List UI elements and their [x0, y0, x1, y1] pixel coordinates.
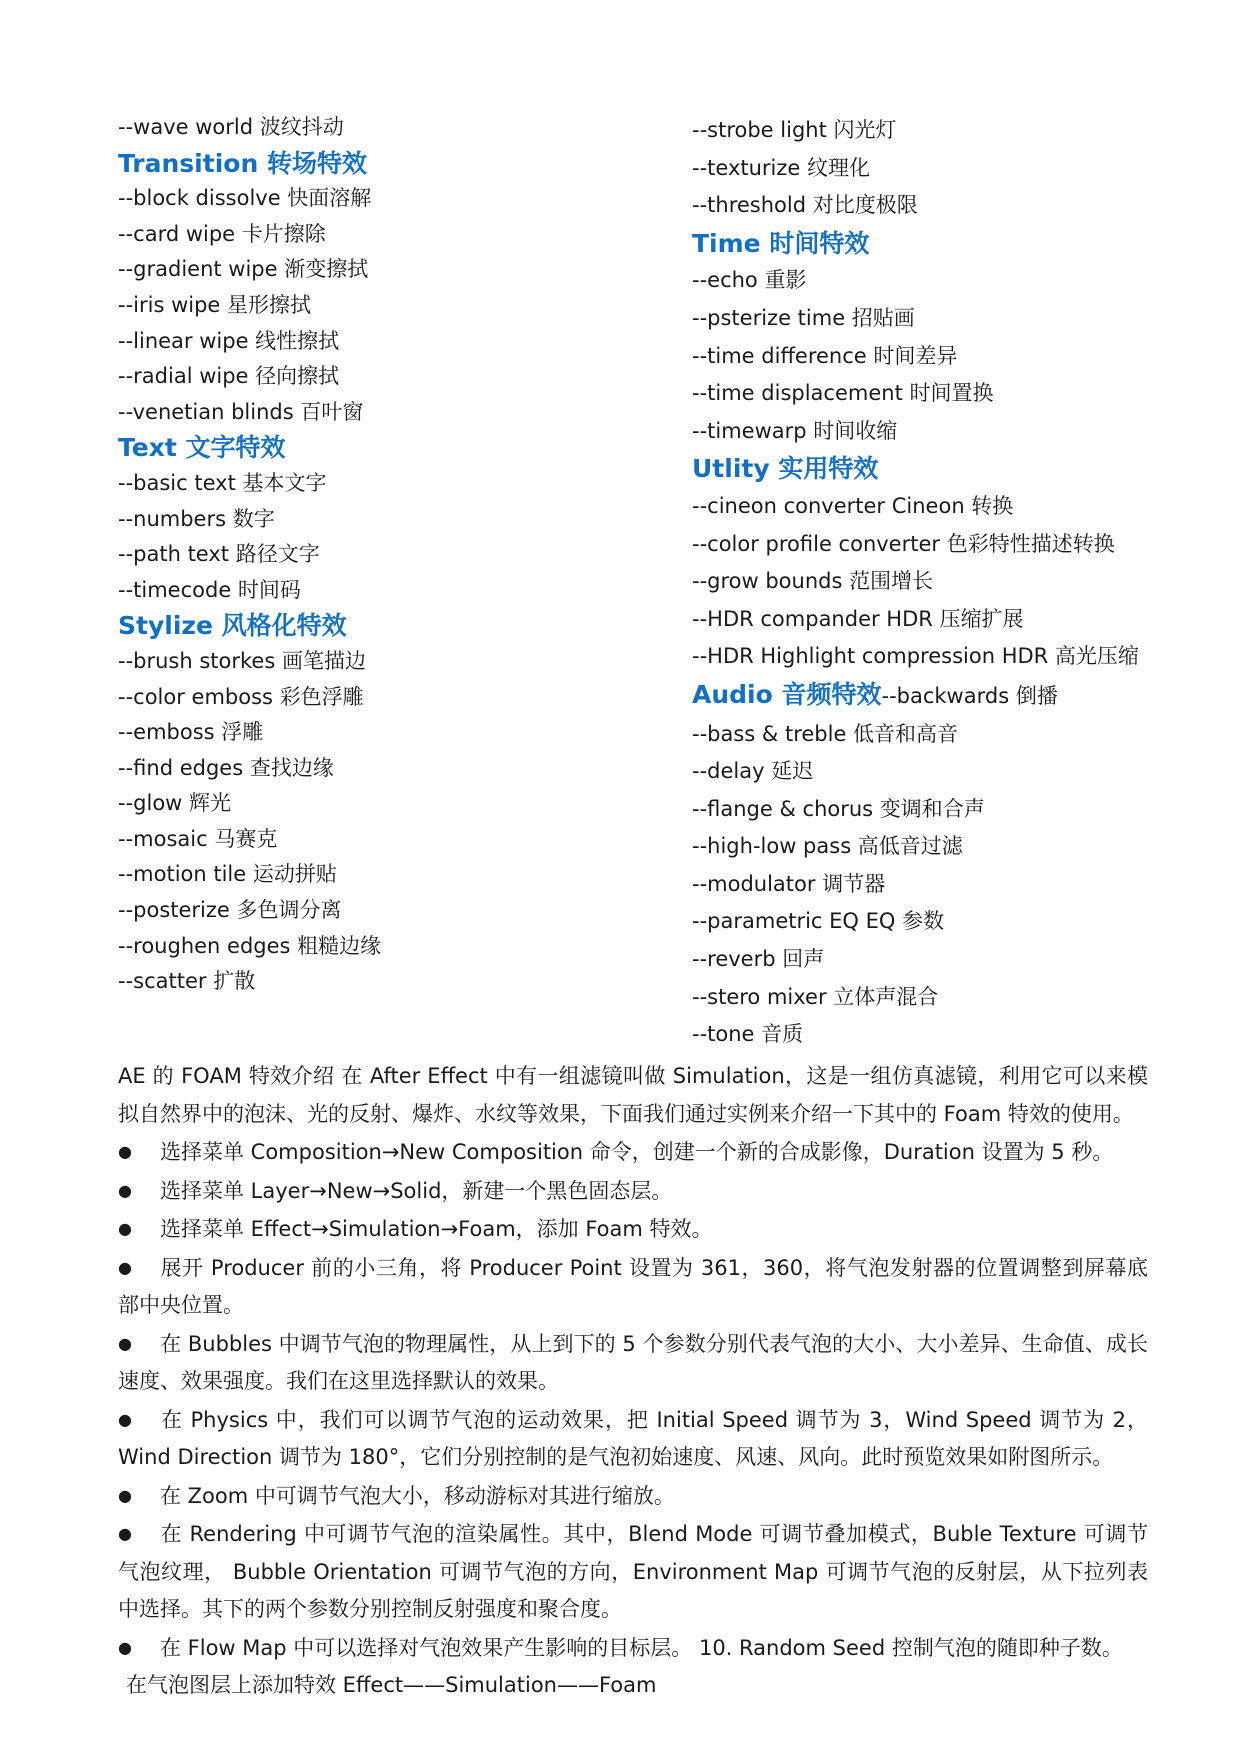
left-effect-item: --card wipe 卡片擦除 [118, 221, 326, 246]
left-effect-item: --numbers 数字 [118, 506, 275, 531]
right-effect-item: --grow bounds 范围增长 [692, 569, 934, 594]
right-effect-item: --tone 音质 [692, 1022, 804, 1047]
left-effect-item: --posterize 多色调分离 [118, 898, 342, 923]
bullet-icon: ● [118, 1257, 132, 1277]
step-text: 在 Physics 中，我们可以调节气泡的运动效果，把 Initial Speed 调节为 3，Wind Speed 调节为 2，Wind Direction 调节为 180°，它们分别控制的是气泡初始速度、风速、风向。此时预览效果如附图所示。 [118, 1407, 1148, 1469]
foam-introduction [118, 1058, 1148, 1705]
step-item [118, 1172, 1148, 1211]
step-item [118, 1477, 1148, 1516]
right-section-heading: Utlity 实用特效 [692, 454, 879, 484]
left-effect-item: --find edges 查找边缘 [118, 755, 334, 780]
left-effect-item: --timecode 时间码 [118, 577, 301, 602]
effect-item: --backwards 倒播 [881, 683, 1058, 708]
step-item [118, 1401, 1148, 1477]
left-effect-item: --brush storkes 画笔描边 [118, 648, 366, 673]
left-effect-item: --basic text 基本文字 [118, 470, 327, 495]
step-text: 选择菜单 Effect→Simulation→Foam，添加 Foam 特效。 [160, 1217, 713, 1241]
step-text: 展开 Producer 前的小三角，将 Producer Point 设置为 361，360，将气泡发射器的位置调整到屏幕底部中央位置。 [118, 1255, 1148, 1317]
bullet-icon: ● [118, 1333, 132, 1353]
left-effect-item: --color emboss 彩色浮雕 [118, 684, 364, 709]
bullet-icon: ● [118, 1485, 132, 1505]
right-effect-item: --threshold 对比度极限 [692, 193, 918, 218]
step-item [118, 1629, 1148, 1668]
closing-line: 在气泡图层上添加特效 Effect——Simulation——Foam [126, 1673, 657, 1697]
left-effect-item: --emboss 浮雕 [118, 720, 264, 745]
bullet-icon: ● [118, 1219, 132, 1238]
section-heading: Audio 音频特效 [692, 679, 882, 709]
left-effect-item: --wave world 波纹抖动 [118, 115, 344, 139]
right-effect-item: --time difference 时间差异 [692, 343, 958, 368]
left-effect-item: --roughen edges 粗糙边缘 [118, 933, 382, 958]
right-effect-item: --timewarp 时间收缩 [692, 418, 898, 443]
right-effect-item: --texturize 纹理化 [692, 155, 870, 180]
left-effect-item: --block dissolve 快面溶解 [118, 186, 372, 211]
step-text: 在 Bubbles 中调节气泡的物理属性，从上到下的 5 个参数分别代表气泡的大小、大小差异、生命值、成长速度、效果强度。我们在这里选择默认的效果。 [118, 1331, 1148, 1393]
step-text: 在 Zoom 中可调节气泡大小，移动游标对其进行缩放。 [160, 1483, 675, 1508]
left-column [118, 110, 678, 1000]
left-effect-item: --iris wipe 星形擦拭 [118, 292, 312, 317]
right-effect-item: --high-low pass 高低音过滤 [692, 834, 963, 859]
right-effect-item: --HDR compander HDR 压缩扩展 [692, 606, 1024, 631]
right-effect-item: --stero mixer 立体声混合 [692, 984, 939, 1009]
bullet-icon: ● [118, 1142, 132, 1161]
left-effect-item: --gradient wipe 渐变擦拭 [118, 257, 369, 282]
right-effect-item: --parametric EQ EQ 参数 [692, 909, 945, 934]
right-effect-item: --HDR Highlight compression HDR 高光压缩 [692, 644, 1139, 669]
right-effect-item: --bass & treble 低音和高音 [692, 721, 959, 746]
step-item [118, 1515, 1148, 1629]
left-effect-item: --motion tile 运动拼贴 [118, 862, 337, 887]
left-effect-item: --radial wipe 径向擦拭 [118, 364, 340, 389]
right-effect-item: --strobe light 闪光灯 [692, 118, 897, 142]
right-effect-item: --delay 延迟 [692, 759, 814, 784]
left-effect-item: --glow 辉光 [118, 791, 232, 816]
right-effect-item: --modulator 调节器 [692, 871, 886, 896]
left-effect-item: --scatter 扩散 [118, 969, 256, 994]
step-item [118, 1133, 1148, 1172]
bullet-icon: ● [118, 1524, 132, 1543]
bullet-icon: ● [118, 1637, 132, 1657]
right-column [692, 112, 1232, 1054]
right-effect-item: --echo 重影 [692, 268, 807, 293]
left-section-heading: Stylize 风格化特效 [118, 611, 347, 641]
bullet-icon: ● [118, 1409, 132, 1429]
right-effect-item: --time displacement 时间置换 [692, 381, 994, 406]
right-effect-item: --psterize time 招贴画 [692, 305, 915, 330]
bullet-icon: ● [118, 1180, 132, 1200]
step-text: 在 Rendering 中可调节气泡的渲染属性。其中，Blend Mode 可调节叠加模式，Buble Texture 可调节气泡纹理， Bubble Orientation 可调节气泡的方向，Environment Map 可调节气泡的反射层，从下拉列表中选择。其下的两个参数分别控制反射强度和聚合度。 [118, 1522, 1148, 1621]
intro-paragraph: AE 的 FOAM 特效介绍 在 After Effect 中有一组滤镜叫做 Simulation，这是一组仿真滤镜，利用它可以来模拟自然界中的泡沫、光的反射、爆炸、水纹等效果，下面我们通过实例来介绍一下其中的 Foam 特效的使用。 [118, 1064, 1148, 1126]
step-text: 在 Flow Map 中可以选择对气泡效果产生影响的目标层。 10. Random Seed 控制气泡的随即种子数。 [160, 1635, 1123, 1660]
right-section-heading: Time 时间特效 [692, 228, 870, 258]
steps-list [118, 1133, 1148, 1667]
right-section-heading-with-item [692, 676, 1232, 716]
left-section-heading: Text 文字特效 [118, 433, 286, 463]
left-effect-item: --path text 路径文字 [118, 542, 320, 567]
step-item [118, 1210, 1148, 1249]
left-effect-item: --venetian blinds 百叶窗 [118, 399, 364, 424]
left-effect-item: --linear wipe 线性擦拭 [118, 328, 340, 353]
step-text: 选择菜单 Layer→New→Solid，新建一个黑色固态层。 [160, 1178, 673, 1203]
right-effect-item: --color profile converter 色彩特性描述转换 [692, 531, 1115, 556]
step-item [118, 1325, 1148, 1401]
left-effect-item: --mosaic 马赛克 [118, 826, 278, 851]
left-section-heading: Transition 转场特效 [118, 148, 367, 178]
right-effect-item: --reverb 回声 [692, 947, 825, 972]
right-effect-item: --cineon converter Cineon 转换 [692, 493, 1014, 518]
step-text: 选择菜单 Composition→New Composition 命令，创建一个新的合成影像，Duration 设置为 5 秒。 [160, 1140, 1114, 1164]
right-effect-item: --flange & chorus 变调和合声 [692, 796, 985, 821]
step-item [118, 1249, 1148, 1325]
